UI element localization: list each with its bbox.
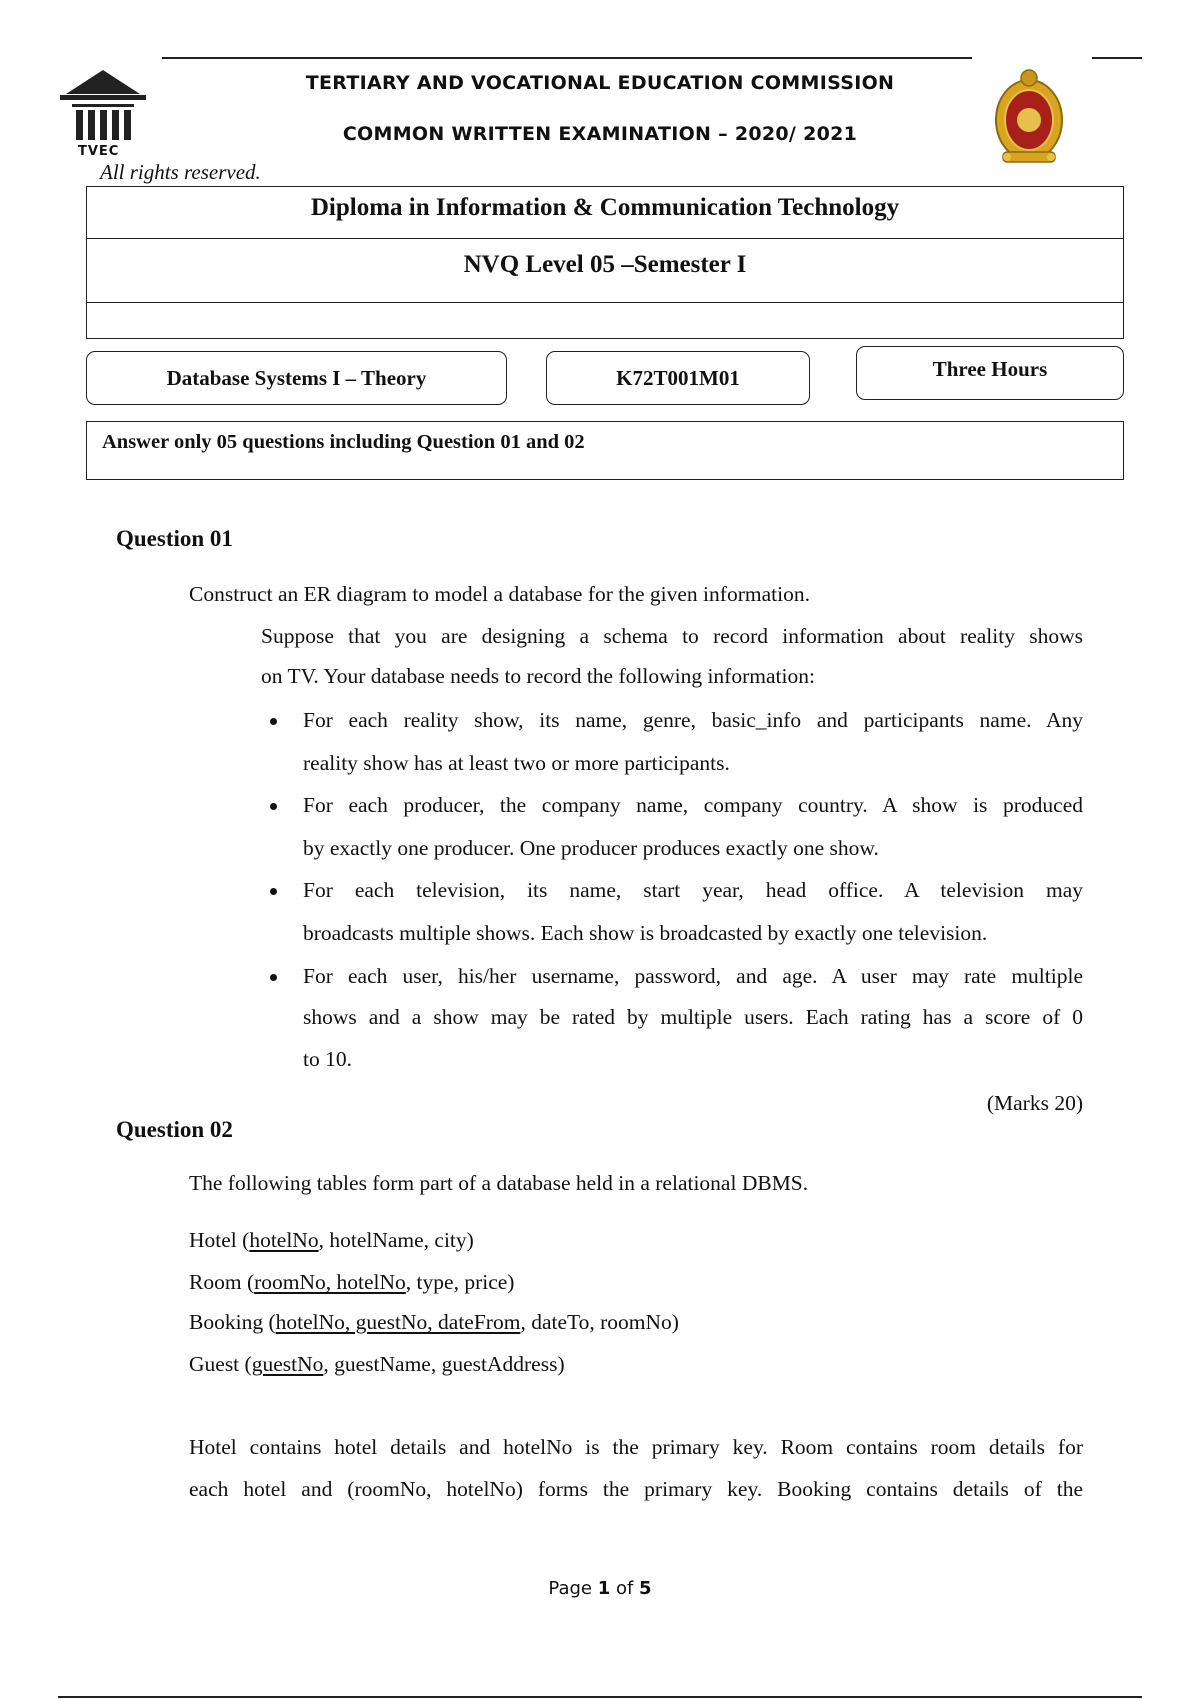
emblem-icon [993, 68, 1065, 168]
level-title: NVQ Level 05 –Semester I [463, 251, 747, 278]
q1-bullet-line: reality show has at least two or more participants. [303, 751, 730, 775]
bullet-dot [270, 888, 277, 895]
tvec-logo [58, 68, 148, 160]
q1-intro: Construct an ER diagram to model a database for the given information. [189, 582, 810, 606]
tvec-label: TVEC [78, 144, 120, 159]
q2-desc-line: each hotel and (roomNo, hotelNo) forms the primary key. Booking contains details of the [189, 1477, 1083, 1501]
commission-title: TERTIARY AND VOCATIONAL EDUCATION COMMISSION [305, 72, 895, 94]
table-hotel: Hotel (hotelNo, hotelName, city) [189, 1228, 474, 1252]
q2-intro: The following tables form part of a database held in a relational DBMS. [189, 1171, 809, 1195]
q2-desc-line: Hotel contains hotel details and hotelNo is the primary key. Room contains room details for [189, 1435, 1083, 1459]
primary-key: hotelNo [249, 1228, 319, 1252]
top-rule [162, 57, 972, 59]
bullet-dot [270, 803, 277, 810]
national-emblem [993, 68, 1065, 168]
rights-note: All rights reserved. [100, 160, 261, 184]
instruction-box [86, 421, 1124, 480]
q1-bullet-line: For each user, his/her username, password, and age. A user may rate multiple [303, 964, 1083, 988]
q1-marks: (Marks 20) [986, 1091, 1083, 1115]
question-01-heading: Question 01 [116, 526, 233, 551]
top-rule-right [1092, 57, 1142, 59]
q1-bullet-line: For each reality show, its name, genre, basic_info and participants name. Any [303, 708, 1083, 732]
question-02-heading: Question 02 [116, 1117, 233, 1142]
q1-bullet-line: For each television, its name, start year, head office. A television may [303, 878, 1083, 902]
q1-scenario-line: on TV. Your database needs to record the following information: [261, 664, 815, 688]
primary-key: roomNo, hotelNo [254, 1270, 406, 1294]
bottom-rule [58, 1696, 1142, 1698]
table-guest: Guest (guestNo, guestName, guestAddress) [189, 1352, 565, 1376]
diploma-title: Diploma in Information & Communication Technology [310, 194, 900, 221]
q1-bullet-line: shows and a show may be rated by multiple users. Each rating has a score of 0 [303, 1005, 1083, 1029]
page-number: Page 1 of 5 [548, 1578, 652, 1599]
code-box: K72T001M01 [546, 351, 810, 405]
q1-bullet-line: by exactly one producer. One producer produces exactly one show. [303, 836, 879, 860]
subject-box: Database Systems I – Theory [86, 351, 507, 405]
temple-icon [58, 68, 148, 146]
table-booking: Booking (hotelNo, guestNo, dateFrom, dateTo, roomNo) [189, 1310, 679, 1334]
q1-bullet-line: For each producer, the company name, company country. A show is produced [303, 793, 1083, 817]
primary-key: hotelNo, guestNo, dateFrom [275, 1310, 521, 1334]
primary-key: guestNo [251, 1352, 324, 1376]
table-room: Room (roomNo, hotelNo, type, price) [189, 1270, 515, 1294]
exam-title: COMMON WRITTEN EXAMINATION – 2020/ 2021 [342, 123, 858, 145]
q1-bullet-line: to 10. [303, 1047, 352, 1071]
title-box [86, 186, 1124, 339]
q1-scenario-line: Suppose that you are designing a schema to record information about reality shows [261, 624, 1083, 648]
bullet-dot [270, 974, 277, 981]
q1-bullet-line: broadcasts multiple shows. Each show is broadcasted by exactly one television. [303, 921, 988, 945]
duration-box: Three Hours [856, 346, 1124, 400]
instruction-text: Answer only 05 questions including Question 01 and 02 [102, 431, 585, 453]
bullet-dot [270, 718, 277, 725]
